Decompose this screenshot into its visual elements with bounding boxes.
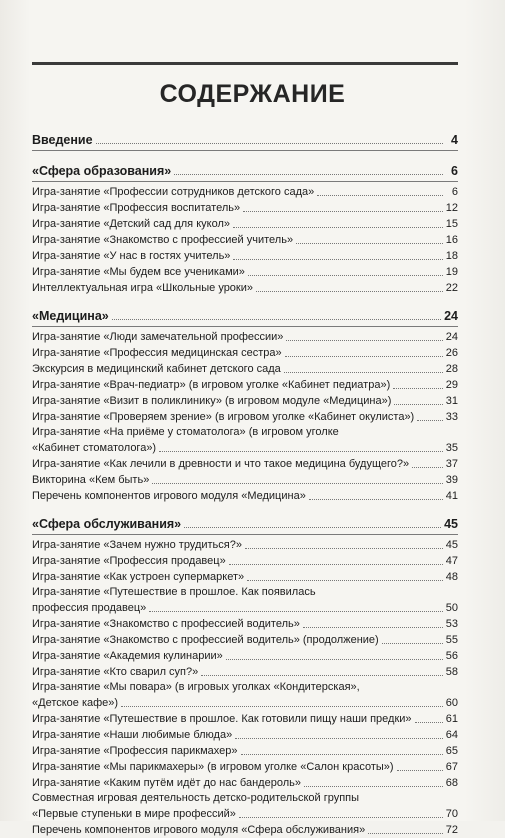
toc-page-number: 67 [445,761,458,773]
toc-entry-title: Игра-занятие «Как устроен супермаркет» [32,571,245,583]
page-title: СОДЕРЖАНИЕ [159,80,346,108]
toc-entry [32,743,458,759]
leader-dots [233,259,442,260]
toc-entry-line [32,680,458,695]
toc-entry-line [32,425,458,440]
leader-dots [247,580,443,581]
toc-entry-title: Игра-занятие «Профессия медицинская сестра» [32,347,282,359]
toc-entry-title: Игра-занятие «Путешествие в прошлое. Как появилась [32,586,316,598]
toc-entry [32,440,458,456]
toc-page-number: 35 [445,442,458,454]
toc-page-number: 45 [444,517,458,531]
section-divider [32,150,458,151]
toc-section-heading [32,159,458,179]
leader-dots [121,706,443,707]
toc-entry-title: Перечень компонентов игрового модуля «Сфера обслуживания» [32,824,366,836]
toc-entry-title: «Сфера образования» [32,164,172,178]
toc-entry [32,329,458,345]
toc-entry-title: Игра-занятие «Профессия продавец» [32,555,226,567]
toc-entry-line [32,585,458,600]
leader-dots [412,467,443,468]
toc-page-number: 6 [451,164,458,178]
section-divider [32,534,458,535]
toc-page-number: 48 [445,571,458,583]
toc-entry-title: Игра-занятие «Мы повара» (в игровых уголках «Кондитерская», [32,681,360,693]
toc-entry-title: Игра-занятие «Каким путём идёт до нас бандероль» [32,777,301,789]
toc-page-number: 41 [445,490,458,502]
leader-dots [243,211,443,212]
leader-dots [112,319,441,320]
toc-section-heading [32,304,458,324]
toc-entry-title: Игра-занятие «Мы парикмахеры» (в игровом уголке «Салон красоты») [32,761,394,773]
leader-dots [309,499,443,500]
leader-dots [382,643,443,644]
toc-entry-title: Игра-занятие «Знакомство с профессией учитель» [32,234,294,246]
toc-page-number: 29 [445,379,458,391]
toc-entry-title: Перечень компонентов игрового модуля «Медицина» [32,490,306,502]
toc-page-number: 61 [445,713,458,725]
toc-entry [32,216,458,232]
toc-page-number: 24 [445,331,458,343]
toc-entry-title: Игра-занятие «Люди замечательной профессии» [32,331,284,343]
toc-page-number: 39 [445,474,458,486]
leader-dots [159,451,443,452]
toc-page-number: 18 [445,250,458,262]
toc-page-number: 26 [445,347,458,359]
toc-entry [32,280,458,296]
toc-entry [32,806,458,822]
toc-entry [32,409,458,425]
leader-dots [233,227,443,228]
toc-entry-title: Игра-занятие «Врач-педиатр» (в игровом уголке «Кабинет педиатра») [32,379,391,391]
toc-page-number: 22 [445,282,458,294]
toc-entry [32,711,458,727]
toc-entry-title: Игра-занятие «На приёме у стоматолога» (в игровом уголке [32,426,339,438]
toc-page-number: 58 [445,666,458,678]
toc-entry [32,377,458,393]
leader-dots [284,372,443,373]
toc-entry-title: Игра-занятие «У нас в гостях учитель» [32,250,231,262]
toc-entry [32,727,458,743]
toc-entry [32,200,458,216]
toc-page-number: 16 [445,234,458,246]
toc-entry-title: профессия продавец» [32,602,147,614]
toc-page-number: 65 [445,745,458,757]
toc-page-number: 72 [445,824,458,836]
leader-dots [245,548,443,549]
toc-entry [32,537,458,553]
toc-entry-title: «Сфера обслуживания» [32,517,182,531]
toc-page-number: 33 [445,411,458,423]
leader-dots [394,404,442,405]
toc-entry-title: Игра-занятие «Знакомство с профессией водитель» [32,618,300,630]
leader-dots [174,174,443,175]
toc-page-number: 50 [445,602,458,614]
toc-page-number: 31 [445,395,458,407]
toc-entry-title: Игра-занятие «Академия кулинарии» [32,650,223,662]
leader-dots [239,817,443,818]
leader-dots [96,143,443,144]
toc-entry [32,393,458,409]
leader-dots [201,675,443,676]
toc-entry-title: «Медицина» [32,309,109,323]
toc-entry-title: Игра-занятие «Наши любимые блюда» [32,729,233,741]
toc-entry-title: Игра-занятие «Профессия парикмахер» [32,745,238,757]
top-rule [32,62,458,65]
toc-page-number: 4 [451,133,458,147]
toc-entry [32,456,458,472]
leader-dots [241,754,443,755]
toc-entry-title: Игра-занятие «Детский сад для кукол» [32,218,230,230]
toc-entry-title: Игра-занятие «Профессия воспитатель» [32,202,241,214]
leader-dots [304,786,443,787]
toc-entry [32,775,458,791]
toc-page-number: 37 [445,458,458,470]
toc-entry [32,472,458,488]
leader-dots [184,527,441,528]
leader-dots [149,611,442,612]
leader-dots [397,770,443,771]
toc-page-number: 56 [445,650,458,662]
leader-dots [248,275,443,276]
section-divider [32,326,458,327]
toc-entry-title: Викторина «Кем быть» [32,474,150,486]
leader-dots [286,340,442,341]
toc-entry-title: «Детское кафе») [32,697,119,709]
toc-entry-title: Игра-занятие «Визит в поликлинику» (в игровом модуле «Медицина») [32,395,392,407]
toc-page-number: 68 [445,777,458,789]
toc-entry [32,553,458,569]
toc-entry-title: «Кабинет стоматолога») [32,442,157,454]
leader-dots [285,356,443,357]
toc-entry-title: «Первые ступеньки в мире профессий» [32,808,236,820]
leader-dots [235,738,443,739]
toc-section-heading [32,512,458,532]
toc-entry [32,264,458,280]
toc-entry [32,232,458,248]
toc-page-number: 47 [445,555,458,567]
table-of-contents [32,128,458,838]
toc-entry [32,695,458,711]
toc-page-number: 19 [445,266,458,278]
toc-entry-title: Игра-занятие «Путешествие в прошлое. Как готовили пищу наши предки» [32,713,412,725]
toc-entry [32,759,458,775]
toc-entry [32,600,458,616]
toc-page-number: 60 [445,697,458,709]
toc-section-heading [32,128,458,148]
toc-entry-title: Интеллектуальная игра «Школьные уроки» [32,282,253,294]
leader-dots [393,388,443,389]
leader-dots [296,243,443,244]
toc-entry [32,488,458,504]
toc-entry-title: Игра-занятие «Кто сварил суп?» [32,666,199,678]
toc-entry [32,648,458,664]
toc-page-number: 28 [445,363,458,375]
toc-page-number: 6 [451,186,458,198]
leader-dots [256,291,443,292]
toc-entry [32,361,458,377]
section-divider [32,181,458,182]
toc-entry-title: Игра-занятие «Как лечили в древности и что такое медицина будущего?» [32,458,410,470]
toc-entry [32,569,458,585]
toc-entry [32,632,458,648]
toc-entry-title: Введение [32,133,93,147]
toc-entry-title: Совместная игровая деятельность детско-родительской группы [32,792,360,804]
toc-entry-title: Игра-занятие «Зачем нужно трудиться?» [32,539,242,551]
leader-dots [415,722,443,723]
toc-entry [32,345,458,361]
toc-entry [32,184,458,200]
toc-page-number: 53 [445,618,458,630]
toc-entry-title: Игра-занятие «Проверяем зрение» (в игровом уголке «Кабинет окулиста») [32,411,415,423]
leader-dots [303,627,443,628]
toc-entry [32,822,458,838]
leader-dots [368,833,443,834]
toc-page-number: 45 [445,539,458,551]
toc-page-number: 24 [444,309,458,323]
toc-entry [32,664,458,680]
toc-entry [32,248,458,264]
leader-dots [226,659,443,660]
toc-page-number: 55 [445,634,458,646]
toc-page-number: 70 [445,808,458,820]
leader-dots [229,564,443,565]
leader-dots [417,420,443,421]
toc-page-number: 12 [445,202,458,214]
leader-dots [152,483,442,484]
toc-entry-title: Игра-занятие «Знакомство с профессией водитель» (продолжение) [32,634,379,646]
toc-page-number: 15 [445,218,458,230]
toc-page-number: 64 [445,729,458,741]
toc-entry-line [32,791,458,806]
toc-entry-title: Экскурсия в медицинский кабинет детского сада [32,363,281,375]
toc-entry-title: Игра-занятие «Мы будем все учениками» [32,266,245,278]
toc-entry [32,616,458,632]
toc-entry-title: Игра-занятие «Профессии сотрудников детского сада» [32,186,315,198]
leader-dots [317,195,443,196]
